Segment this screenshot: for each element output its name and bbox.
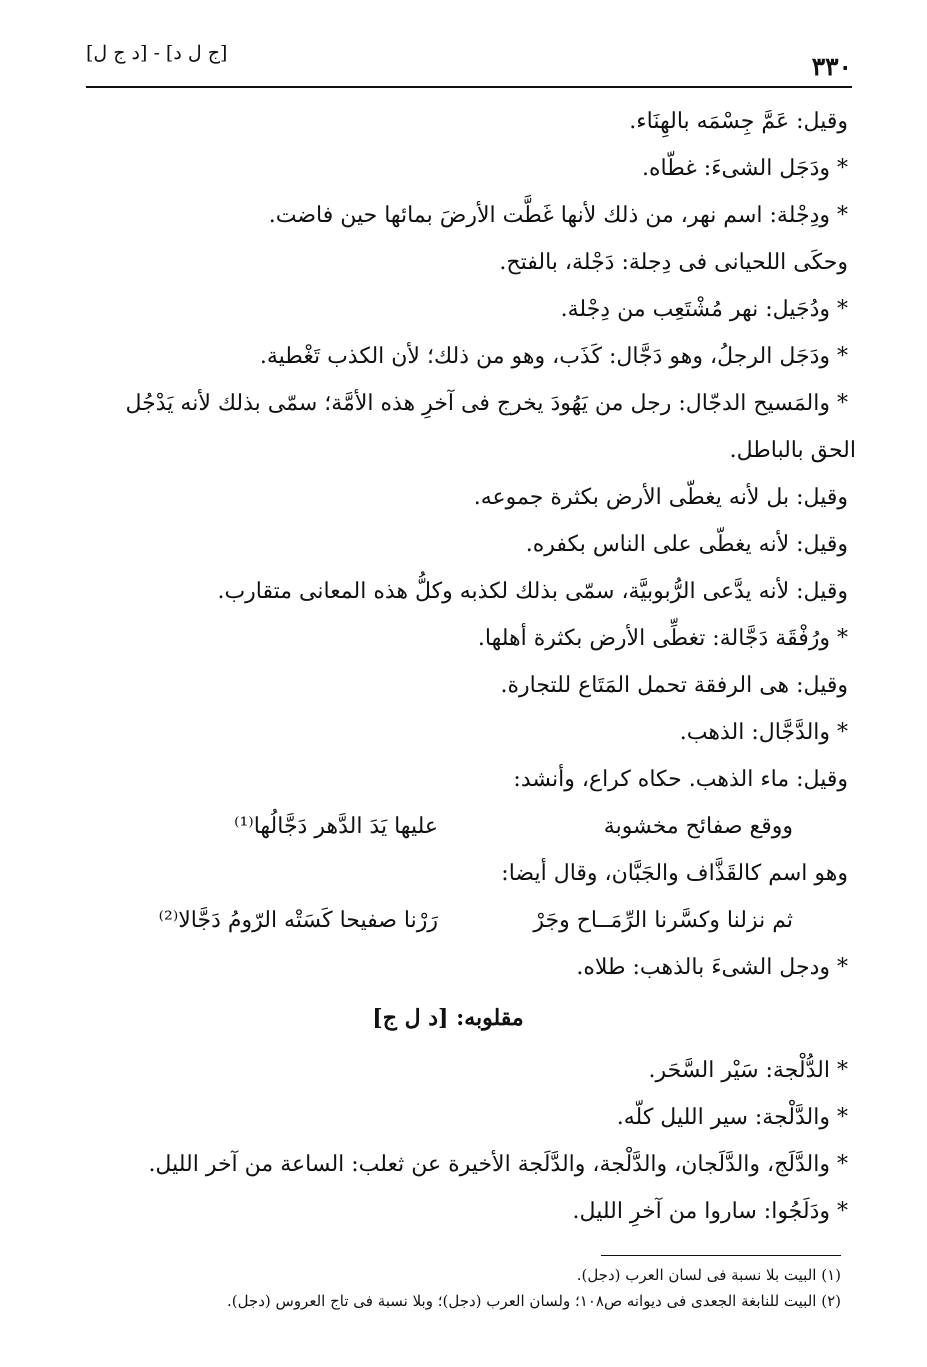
text-line: * ودَجَل الرجلُ، وهو دَجَّال: كَذَب، وهو من ذلك؛ لأن الكذب تَغْطية. (259, 344, 848, 369)
footnote: (٢) البيت للنابغة الجعدى فى ديوانه ص١٠٨؛ ولسان العرب (دجل)؛ وبلا نسبة فى تاج العروس (دجل). (226, 1292, 841, 1310)
text-line: * والمَسيح الدجّال: رجل من يَهُودَ يخرج فى آخرِ هذه الأمَّة؛ سمّى بذلك لأنه يَدْجُل (125, 391, 848, 416)
text-line: * والدَّلْجة: سير الليل كلّه. (616, 1105, 848, 1130)
footnote-rule (601, 1255, 841, 1256)
page-number: ٣٣٠ (811, 52, 852, 81)
text-line: * ودِجْلة: اسم نهر، من ذلك لأنها غَطَّت الأرضَ بمائها حين فاضت. (268, 203, 848, 228)
text-line: وقيل: بل لأنه يغطّى الأرض بكثرة جموعه. (473, 485, 848, 510)
text-line: وقيل: عَمَّ جِسْمَه بالهِنَاء. (629, 109, 848, 134)
verse-second-hemistich: رَرْنا صفيحا كَسَتْه الرّومُ دَجَّالا⁽²⁾ (158, 908, 438, 933)
text-line: * والدَّلَج، والدَّلَجان، والدَّلْجة، والدَّلَجة الأخيرة عن ثعلب: الساعة من آخر الليل. (148, 1152, 848, 1177)
header-rule (86, 86, 852, 88)
footnotes (81, 1262, 841, 1314)
text-line: وقيل: لأنه يغطّى على الناس بكفره. (525, 532, 848, 557)
footnote: (١) البيت بلا نسبة فى لسان العرب (دجل). (576, 1266, 841, 1284)
text-line: * ودجل الشىءَ بالذهب: طلاه. (576, 955, 848, 980)
text-line: * ودَجَل الشىءَ: غطّاه. (642, 156, 848, 181)
text-line: وقيل: ماء الذهب. حكاه كراع، وأنشد: (513, 767, 848, 792)
verse-first-hemistich: ووقع صفائح مخشوبة (603, 814, 793, 839)
text-line: * الدُّلْجة: سَيْر السَّحَر. (648, 1058, 848, 1083)
text-line: وقيل: هى الرفقة تحمل المَتَاع للتجارة. (500, 673, 848, 698)
text-line: وحكَى اللحيانى فى دِجلة: دَجْلة، بالفتح. (499, 250, 848, 275)
text-line: * والدَّجَّال: الذهب. (679, 720, 848, 745)
text-line: وقيل: لأنه يدَّعى الرُّبوبيَّة، سمّى بذلك لكذبه وكلُّ هذه المعانى متقارب. (217, 579, 848, 604)
running-head: [ج ل د] - [د ج ل] (86, 42, 228, 64)
page-header (86, 38, 852, 84)
verse-first-hemistich: ثم نزلنا وكسَّرنا الرِّمَــاح وجَرْ (533, 908, 793, 933)
section-heading: مقلوبه: [د ل ج] (372, 1005, 524, 1031)
text-line: * ودُجَيل: نهر مُشْتَعِب من دِجْلة. (560, 297, 848, 322)
verse-second-hemistich: عليها يَدَ الدَّهر دَجَّالُها⁽¹⁾ (234, 814, 438, 839)
text-line: * ورُفْقَة دَجَّالة: تغطِّى الأرض بكثرة أهلها. (477, 626, 848, 651)
text-line: * ودَلَجُوا: ساروا من آخرِ الليل. (572, 1199, 848, 1224)
text-line-continuation: الحق بالباطل. (729, 438, 856, 463)
main-text (78, 98, 856, 1235)
poetry-verse (78, 897, 848, 944)
text-line: وهو اسم كالقَذَّاف والجَبَّان، وقال أيضا: (501, 861, 848, 886)
poetry-verse (78, 803, 848, 850)
